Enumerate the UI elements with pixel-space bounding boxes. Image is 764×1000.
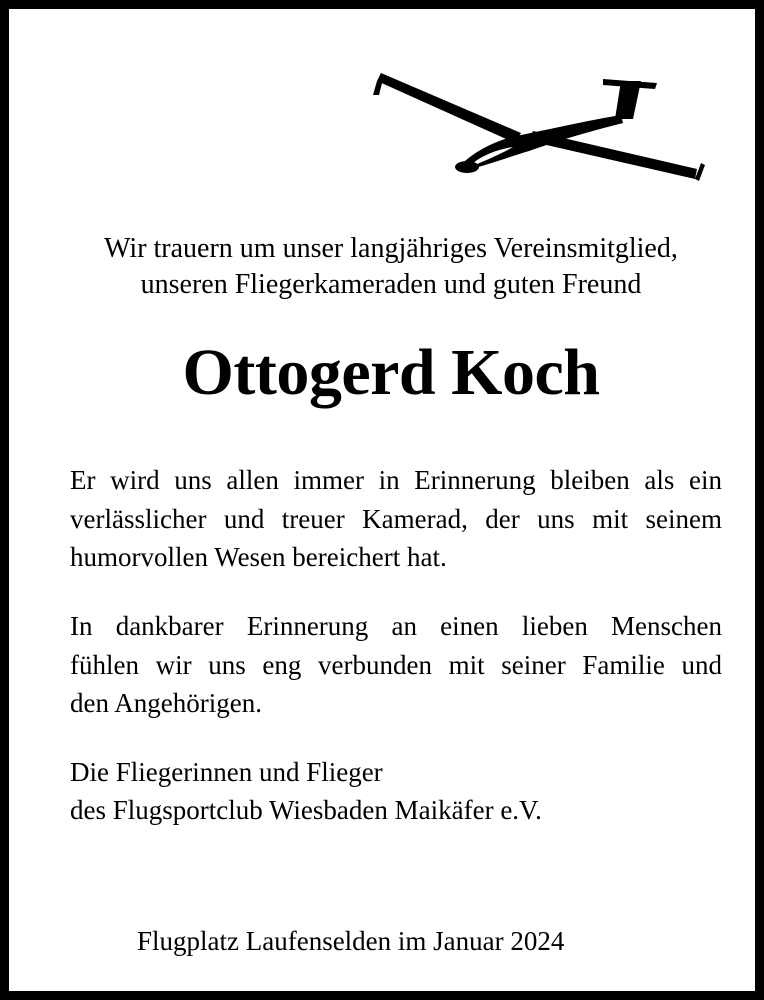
- signoff-line-2: des Flugsportclub Wiesbaden Maikäfer e.V.: [70, 795, 542, 825]
- signoff-line-1: Die Fliegerinnen und Flieger: [70, 757, 383, 787]
- signoff: [70, 753, 542, 829]
- place-and-date: Flugplatz Laufenselden im Januar 2024: [137, 926, 565, 956]
- glider-icon: [371, 69, 711, 185]
- tribute-paragraph: [70, 461, 722, 577]
- intro-text: [29, 231, 753, 303]
- intro-line-2: unseren Fliegerkameraden und guten Freund: [140, 269, 642, 300]
- tribute-line: humorvollen Wesen bereichert hat.: [70, 542, 447, 572]
- intro-line-1: Wir trauern um unser langjähriges Vereinsmitglied,: [104, 233, 678, 264]
- remembrance-line: In dankbarer Erinnerung an einen lieben Menschen: [70, 611, 722, 641]
- remembrance-line: fühlen wir uns eng verbunden mit seiner Familie und: [70, 649, 722, 680]
- remembrance-paragraph: [70, 607, 722, 723]
- tribute-line: Er wird uns allen immer in Erinnerung bleiben als ein: [70, 465, 722, 495]
- tribute-line: verlässlicher und treuer Kamerad, der uns mit seinem: [70, 503, 722, 534]
- deceased-name: Ottogerd Koch: [182, 336, 600, 409]
- remembrance-line: den Angehörigen.: [70, 688, 262, 718]
